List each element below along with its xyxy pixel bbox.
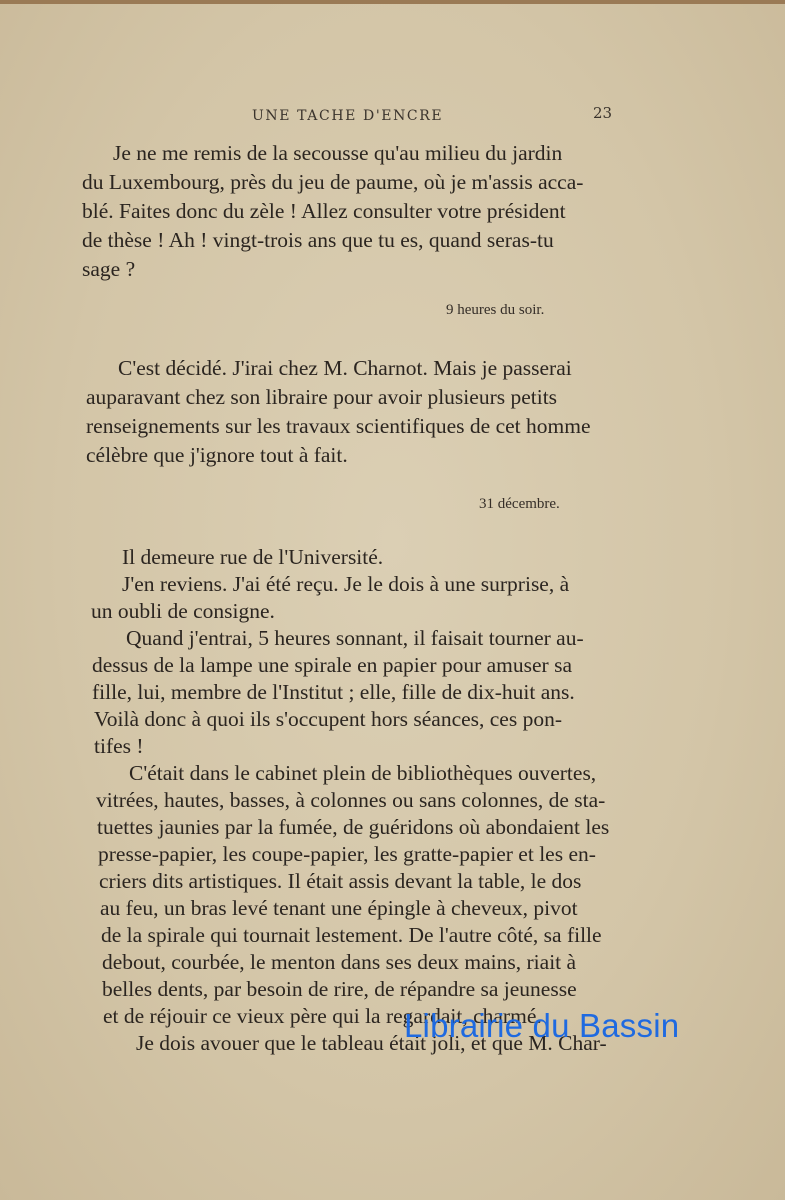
text-line: dessus de la lampe une spirale en papier pour amuser sa (92, 653, 573, 677)
text-line: Quand j'entrai, 5 heures sonnant, il faisait tourner au- (126, 626, 584, 650)
dated-entry-heading: 9 heures du soir. (446, 302, 545, 318)
text-line: renseignements sur les travaux scientifiques de cet homme (86, 414, 591, 438)
watermark: Librairie du Bassin (404, 1007, 680, 1044)
text-line: presse-papier, les coupe-papier, les gratte-papier et les en- (98, 842, 596, 866)
text-line: C'était dans le cabinet plein de bibliothèques ouvertes, (129, 761, 597, 785)
text-line: debout, courbée, le menton dans ses deux mains, riait à (102, 950, 577, 974)
text-line: Je ne me remis de la secousse qu'au milieu du jardin (113, 141, 563, 165)
text-line: célèbre que j'ignore tout à fait. (86, 443, 348, 467)
text-line: criers dits artistiques. Il était assis devant la table, le dos (99, 869, 582, 893)
text-line: Il demeure rue de l'Université. (122, 545, 384, 569)
text-line: C'est décidé. J'irai chez M. Charnot. Mais je passerai (118, 356, 572, 380)
dated-entry-heading: 31 décembre. (479, 496, 560, 512)
text-line: fille, lui, membre de l'Institut ; elle, fille de dix-huit ans. (92, 680, 575, 704)
text-line: du Luxembourg, près du jeu de paume, où je m'assis acca- (82, 170, 584, 194)
text-line: belles dents, par besoin de rire, de répandre sa jeunesse (102, 977, 577, 1001)
text-line: de la spirale qui tournait lestement. De l'autre côté, sa fille (101, 923, 602, 947)
page-header (0, 104, 785, 128)
running-title: UNE TACHE D'ENCRE (252, 108, 444, 124)
text-line: auparavant chez son libraire pour avoir plusieurs petits (86, 385, 558, 409)
text-line: sage ? (82, 257, 136, 281)
text-line: blé. Faites donc du zèle ! Allez consulter votre président (82, 199, 566, 223)
page-number: 23 (593, 104, 613, 122)
text-line: Je dois avouer que le tableau était joli, et que M. Char- (136, 1031, 607, 1055)
text-line: vitrées, hautes, basses, à colonnes ou sans colonnes, de sta- (96, 788, 606, 812)
text-line: tuettes jaunies par la fumée, de guéridons où abondaient les (97, 815, 610, 839)
text-line: tifes ! (94, 734, 144, 758)
text-line: J'en reviens. J'ai été reçu. Je le dois à une surprise, à (122, 572, 570, 596)
text-line: Voilà donc à quoi ils s'occupent hors séances, ces pon- (94, 707, 563, 731)
text-line: un oubli de consigne. (91, 599, 275, 623)
text-line: de thèse ! Ah ! vingt-trois ans que tu es, quand seras-tu (82, 228, 554, 252)
text-line: et de réjouir ce vieux père qui la regardait, charmé. (103, 1004, 542, 1028)
text-line: au feu, un bras levé tenant une épingle à cheveux, pivot (100, 896, 578, 920)
